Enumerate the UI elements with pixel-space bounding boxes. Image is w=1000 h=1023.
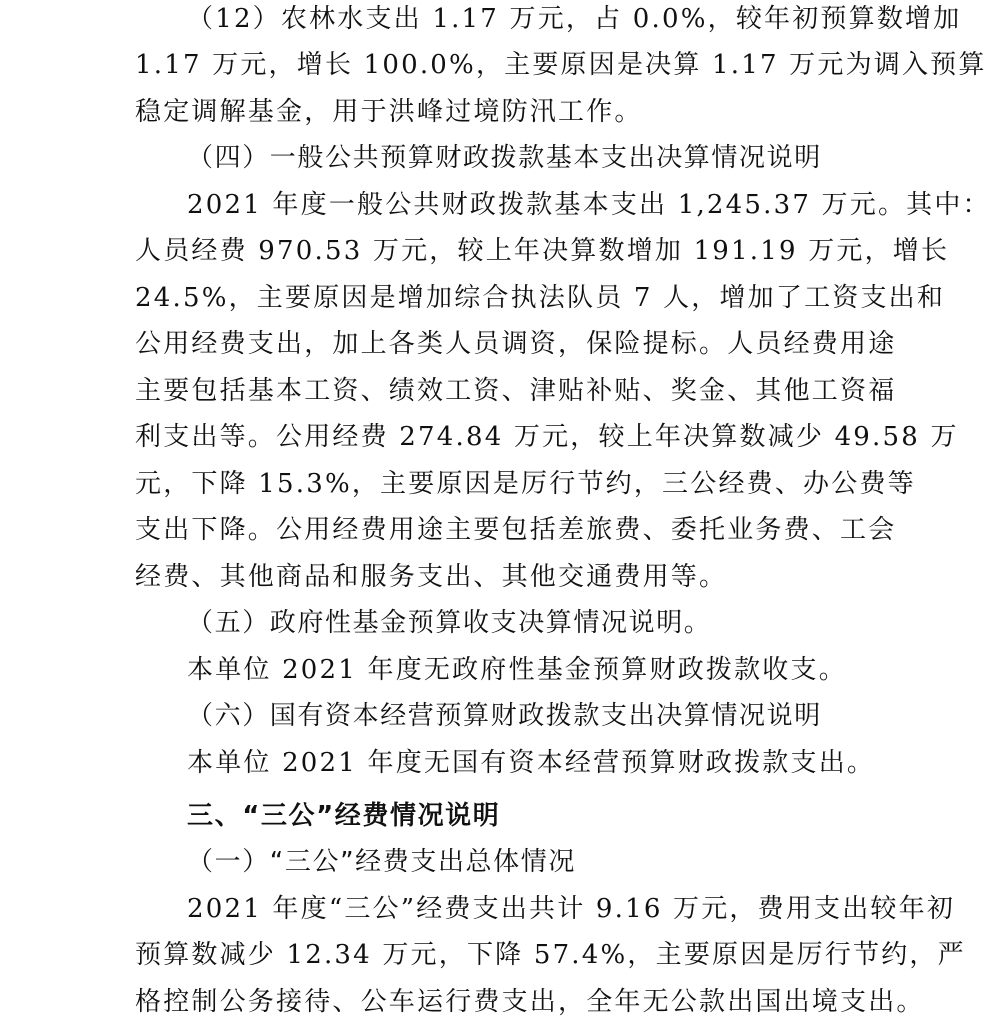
paragraph-line: 公用经费支出，加上各类人员调资，保险提标。人员经费用途 bbox=[135, 329, 897, 359]
paragraph-line: 经费、其他商品和服务支出、其他交通费用等。 bbox=[135, 562, 728, 592]
section-heading-six: （六）国有资本经营预算财政拨款支出决算情况说明 bbox=[187, 701, 822, 731]
paragraph-line: 本单位 2021 年度无国有资本经营预算财政拨款支出。 bbox=[187, 748, 876, 778]
paragraph-line: 支出下降。公用经费用途主要包括差旅费、委托业务费、工会 bbox=[135, 515, 897, 545]
section-heading-one: （一）“三公”经费支出总体情况 bbox=[187, 847, 576, 877]
paragraph-line: 利支出等。公用经费 274.84 万元，较上年决算数减少 49.58 万 bbox=[135, 422, 959, 452]
paragraph-line: 预算数减少 12.34 万元，下降 57.4%，主要原因是厉行节约，严 bbox=[135, 940, 966, 970]
paragraph-line: 2021 年度“三公”经费支出共计 9.16 万元，费用支出较年初 bbox=[187, 894, 956, 924]
section-heading-five: （五）政府性基金预算收支决算情况说明。 bbox=[187, 608, 712, 638]
paragraph-line: （12）农林水支出 1.17 万元，占 0.0%，较年初预算数增加 bbox=[187, 4, 962, 34]
paragraph-line: 格控制公务接待、公车运行费支出，全年无公款出国出境支出。 bbox=[135, 987, 925, 1017]
section-heading-four: （四）一般公共预算财政拨款基本支出决算情况说明 bbox=[187, 143, 822, 173]
paragraph-line: 人员经费 970.53 万元，较上年决算数增加 191.19 万元，增长 bbox=[135, 236, 950, 266]
chapter-heading-three: 三、“三公”经费情况说明 bbox=[187, 801, 501, 831]
paragraph-line: 1.17 万元，增长 100.0%，主要原因是决算 1.17 万元为调入预算 bbox=[135, 50, 987, 80]
paragraph-line: 元，下降 15.3%，主要原因是厉行节约，三公经费、办公费等 bbox=[135, 469, 916, 499]
paragraph-line: 主要包括基本工资、绩效工资、津贴补贴、奖金、其他工资福 bbox=[135, 376, 897, 406]
paragraph-line: 稳定调解基金，用于洪峰过境防汛工作。 bbox=[135, 97, 643, 127]
paragraph-line: 2021 年度一般公共财政拨款基本支出 1,245.37 万元。其中： bbox=[187, 190, 991, 220]
paragraph-line: 24.5%，主要原因是增加综合执法队员 7 人，增加了工资支出和 bbox=[135, 283, 946, 313]
paragraph-line: 本单位 2021 年度无政府性基金预算财政拨款收支。 bbox=[187, 655, 847, 685]
